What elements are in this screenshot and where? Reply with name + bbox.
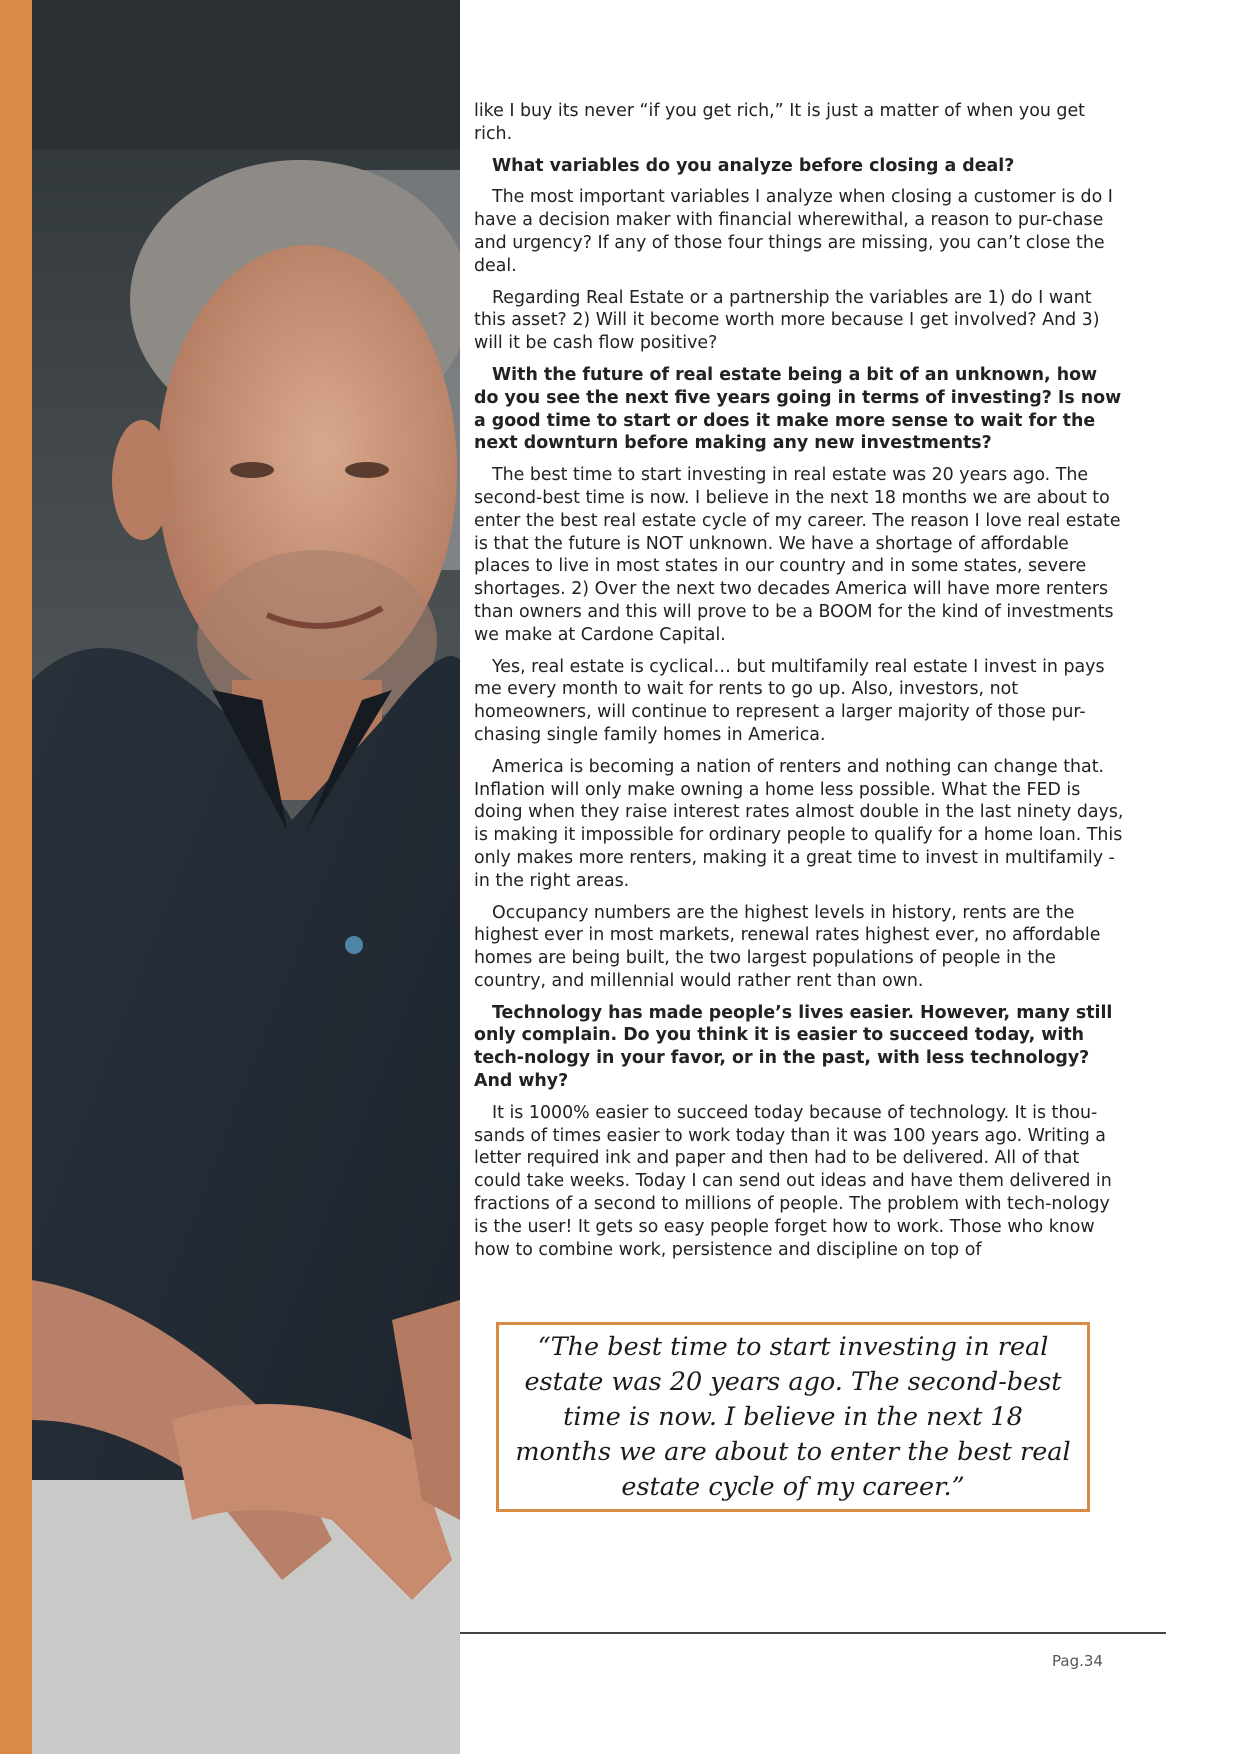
article-paragraph: The most important variables I analyze when closing a customer is do I have a decision maker with financial wherewithal, a reason to pur-chase and urgency? If any of those four things are missing, you can’t close the deal. bbox=[474, 187, 1113, 276]
interview-question: With the future of real estate being a bit of an unknown, how do you see the next five years going in terms of investing? Is now a good time to start or does it make more sense to wait for the next downturn before making any new investments? bbox=[474, 364, 1122, 454]
article-paragraph: America is becoming a nation of renters and nothing can change that. Inflation will only make owning a home less possible. What the FED is doing when they raise interest rates almost double in the last ninety days, is making it impossible for ordinary people to qualify for a home loan. This only makes more renters, making it a great time to invest in multifamily - in the right areas. bbox=[474, 756, 1124, 891]
pull-quote-text: “The best time to start investing in real estate was 20 years ago. The second-best time is now. I believe in the next 18 months we are about to enter the best real estate cycle of my career.” bbox=[515, 1331, 1071, 1502]
article-paragraph: Regarding Real Estate or a partnership the variables are 1) do I want this asset? 2) Will it become worth more because I get involved? And 3) will it be cash flow positive? bbox=[474, 287, 1100, 354]
interview-question: What variables do you analyze before closing a deal? bbox=[492, 155, 1015, 176]
article-paragraph: like I buy its never “if you get rich,” It is just a matter of when you get rich. bbox=[474, 101, 1085, 144]
accent-stripe bbox=[0, 0, 32, 1754]
footer-divider bbox=[460, 1632, 1166, 1634]
pull-quote-box bbox=[496, 1322, 1090, 1512]
page-number: Pag.34 bbox=[1052, 1652, 1103, 1670]
article-paragraph: Yes, real estate is cyclical… but multifamily real estate I invest in pays me every month to wait for rents to go up. Also, investors, not homeowners, will continue to represent a larger majority of those pur-chasing single family homes in America. bbox=[474, 656, 1105, 745]
article-paragraph: Occupancy numbers are the highest levels in history, rents are the highest ever in most markets, renewal rates highest ever, no affordable homes are being built, the two largest populations of people in the country, and millennial would rather rent than own. bbox=[474, 902, 1101, 991]
article-body bbox=[474, 100, 1126, 1270]
interview-question: Technology has made people’s lives easier. However, many still only complain. Do you think it is easier to succeed today, with tech-nology in your favor, or in the past, with less technology? And why? bbox=[474, 1002, 1113, 1092]
article-paragraph: It is 1000% easier to succeed today because of technology. It is thou-sands of times easier to work today than it was 100 years ago. Writing a letter required ink and paper and then had to be delivered. All of that could take weeks. Today I can send out ideas and have them delivered in fractions of a second to millions of people. The problem with tech-nology is the user! It gets so easy people forget how to work. Those who know how to combine work, persistence and discipline on top of bbox=[474, 1102, 1112, 1260]
portrait-photo bbox=[32, 0, 460, 1754]
article-paragraph: The best time to start investing in real estate was 20 years ago. The second-best time is now. I believe in the next 18 months we are about to enter the best real estate cycle of my career. The reason I love real estate is that the future is NOT unknown. We have a shortage of affordable places to live in most states in our country and in some states, severe shortages. 2) Over the next two decades America will have more renters than owners and this will prove to be a BOOM for the kind of investments we make at Cardone Capital. bbox=[474, 465, 1121, 645]
